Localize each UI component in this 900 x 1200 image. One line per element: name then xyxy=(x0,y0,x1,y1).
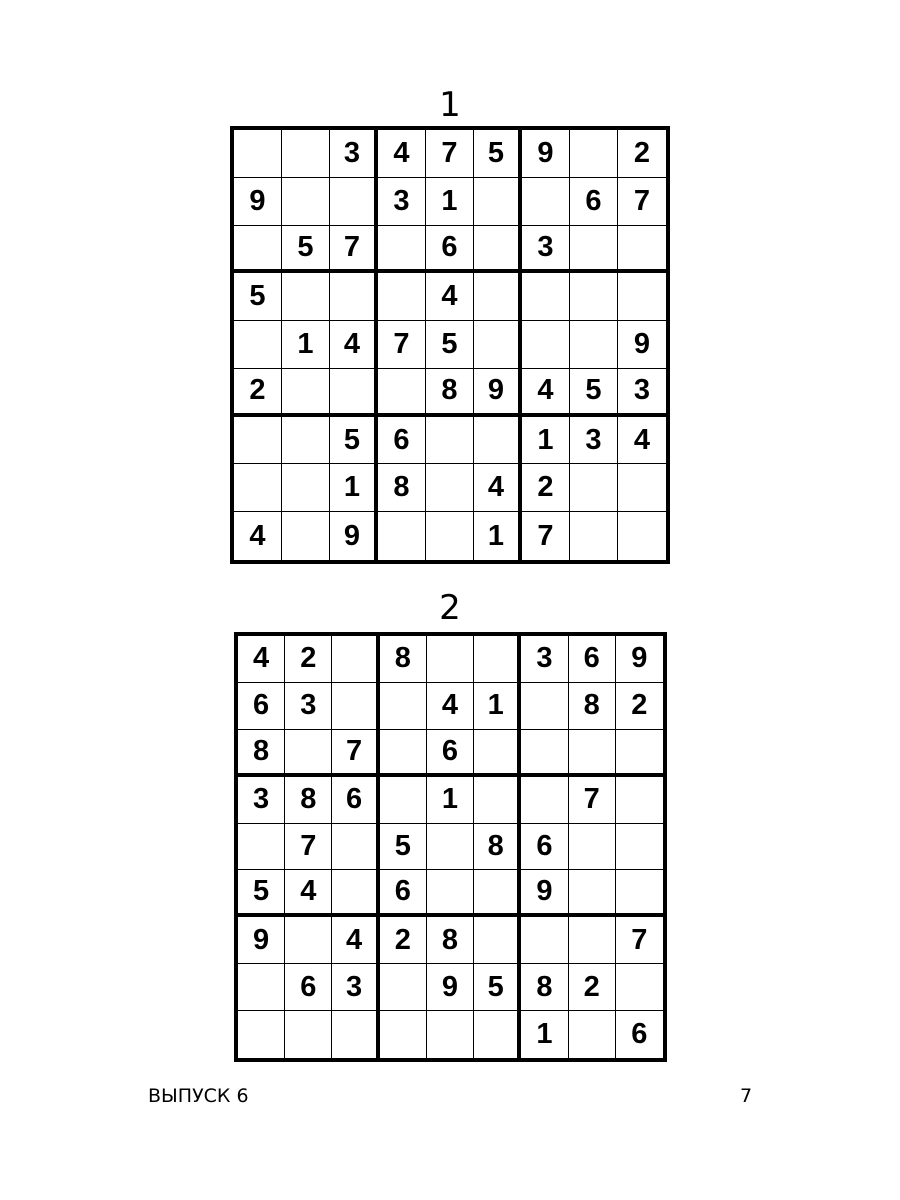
sudoku-cell xyxy=(569,917,616,964)
sudoku-cell xyxy=(234,464,282,512)
sudoku-cell xyxy=(427,870,474,917)
sudoku-cell: 2 xyxy=(285,636,332,683)
sudoku-cell: 5 xyxy=(474,130,522,178)
sudoku-cell xyxy=(474,273,522,321)
sudoku-cell: 6 xyxy=(238,683,285,730)
sudoku-cell xyxy=(616,824,663,871)
sudoku-cell: 3 xyxy=(618,369,666,417)
sudoku-cell xyxy=(570,321,618,369)
sudoku-cell xyxy=(285,730,332,777)
sudoku-cell xyxy=(330,273,378,321)
sudoku-cell xyxy=(378,512,426,560)
sudoku-cell xyxy=(474,917,521,964)
sudoku-cell: 9 xyxy=(522,130,570,178)
sudoku-cell: 4 xyxy=(285,870,332,917)
sudoku-cell: 6 xyxy=(631,1018,648,1051)
sudoku-cell: 9 xyxy=(474,369,522,417)
sudoku-cell xyxy=(569,870,616,917)
sudoku-cell xyxy=(238,824,285,871)
sudoku-cell xyxy=(332,1011,379,1058)
sudoku-cell: 7 xyxy=(618,178,666,226)
sudoku-cell: 5 xyxy=(474,964,521,1011)
sudoku-cell: 1 xyxy=(282,321,330,369)
sudoku-cell xyxy=(474,870,521,917)
sudoku-cell xyxy=(522,178,570,226)
issue-label: ВЫПУСК 6 xyxy=(148,1085,249,1107)
sudoku-cell: 6 xyxy=(380,870,427,917)
sudoku-cell xyxy=(474,178,522,226)
puzzle-1-number: 1 xyxy=(439,85,461,125)
sudoku-cell: 7 xyxy=(616,917,663,964)
sudoku-grid-1 xyxy=(230,126,670,564)
page-number: 7 xyxy=(740,1085,753,1107)
sudoku-cell: 2 xyxy=(380,917,427,964)
sudoku-cell xyxy=(616,870,663,917)
sudoku-cell xyxy=(569,730,616,777)
sudoku-cell: 3 xyxy=(330,130,378,178)
sudoku-cell: 6 xyxy=(427,730,474,777)
sudoku-cell: 2 xyxy=(616,683,663,730)
sudoku-cell xyxy=(521,730,568,777)
sudoku-cell: 4 xyxy=(427,683,474,730)
sudoku-cell xyxy=(569,824,616,871)
sudoku-cell xyxy=(618,512,666,560)
sudoku-cell: 7 xyxy=(378,321,426,369)
sudoku-cell xyxy=(426,417,474,465)
sudoku-cell xyxy=(474,226,522,274)
sudoku-cell: 2 xyxy=(569,964,616,1011)
sudoku-cell: 9 xyxy=(234,178,282,226)
sudoku-cell: 8 xyxy=(426,369,474,417)
sudoku-cell: 9 xyxy=(521,870,568,917)
sudoku-cell xyxy=(282,417,330,465)
sudoku-cell: 8 xyxy=(378,464,426,512)
sudoku-cell xyxy=(427,636,474,683)
sudoku-cell xyxy=(474,777,521,824)
sudoku-cell xyxy=(616,777,663,824)
sudoku-cell xyxy=(426,464,474,512)
puzzle-2-number: 2 xyxy=(439,588,461,628)
sudoku-cell xyxy=(570,273,618,321)
sudoku-cell xyxy=(332,870,379,917)
sudoku-cell xyxy=(285,1011,332,1058)
sudoku-cell: 9 xyxy=(330,512,378,560)
sudoku-cell xyxy=(570,464,618,512)
sudoku-cell xyxy=(474,636,521,683)
sudoku-cell: 8 xyxy=(521,964,568,1011)
sudoku-cell: 5 xyxy=(234,273,282,321)
sudoku-cell: 2 xyxy=(522,464,570,512)
sudoku-cell xyxy=(521,917,568,964)
sudoku-cell: 4 xyxy=(234,512,282,560)
sudoku-grid-2 xyxy=(234,632,667,1062)
sudoku-cell: 5 xyxy=(330,417,378,465)
sudoku-cell xyxy=(282,273,330,321)
sudoku-cell: 5 xyxy=(282,226,330,274)
sudoku-cell: 8 xyxy=(474,824,521,871)
sudoku-cell xyxy=(570,226,618,274)
sudoku-cell: 4 xyxy=(426,273,474,321)
sudoku-cell: 5 xyxy=(426,321,474,369)
sudoku-cell xyxy=(618,273,666,321)
sudoku-cell: 1 xyxy=(330,464,378,512)
sudoku-cell xyxy=(234,226,282,274)
sudoku-cell: 1 xyxy=(426,178,474,226)
sudoku-cell: 7 xyxy=(330,226,378,274)
sudoku-cell xyxy=(332,824,379,871)
sudoku-cell: 8 xyxy=(427,917,474,964)
sudoku-cell: 7 xyxy=(332,730,379,777)
sudoku-cell xyxy=(618,464,666,512)
sudoku-cell xyxy=(238,1011,285,1058)
sudoku-cell: 4 xyxy=(618,417,666,465)
sudoku-cell: 6 xyxy=(426,226,474,274)
sudoku-cell xyxy=(285,917,332,964)
sudoku-cell: 1 xyxy=(427,777,474,824)
sudoku-cell xyxy=(521,683,568,730)
sudoku-cell xyxy=(616,730,663,777)
sudoku-cell xyxy=(427,1011,474,1058)
sudoku-cell xyxy=(427,824,474,871)
sudoku-cell xyxy=(378,369,426,417)
sudoku-cell xyxy=(474,417,522,465)
sudoku-cell: 8 xyxy=(285,777,332,824)
sudoku-cell xyxy=(282,512,330,560)
sudoku-cell: 5 xyxy=(238,870,285,917)
sudoku-cell: 4 xyxy=(238,636,285,683)
sudoku-cell xyxy=(380,730,427,777)
sudoku-cell: 3 xyxy=(570,417,618,465)
sudoku-cell xyxy=(332,683,379,730)
sudoku-cell: 4 xyxy=(474,464,522,512)
sudoku-cell xyxy=(380,777,427,824)
sudoku-cell xyxy=(380,1011,427,1058)
sudoku-cell xyxy=(570,130,618,178)
sudoku-cell xyxy=(330,178,378,226)
sudoku-cell: 3 xyxy=(285,683,332,730)
sudoku-cell: 8 xyxy=(380,636,427,683)
sudoku-cell xyxy=(234,417,282,465)
sudoku-cell: 6 xyxy=(378,417,426,465)
sudoku-cell: 8 xyxy=(238,730,285,777)
sudoku-cell: 9 xyxy=(616,636,663,683)
sudoku-cell: 3 xyxy=(332,964,379,1011)
sudoku-cell xyxy=(474,1011,521,1058)
sudoku-cell xyxy=(618,226,666,274)
sudoku-cell: 4 xyxy=(332,917,379,964)
sudoku-cell: 2 xyxy=(618,130,666,178)
sudoku-cell xyxy=(380,683,427,730)
sudoku-cell: 9 xyxy=(238,917,285,964)
sudoku-cell xyxy=(380,964,427,1011)
sudoku-cell xyxy=(426,512,474,560)
sudoku-cell: 4 xyxy=(522,369,570,417)
sudoku-cell: 8 xyxy=(569,683,616,730)
sudoku-cell: 2 xyxy=(234,369,282,417)
sudoku-cell xyxy=(521,777,568,824)
sudoku-cell: 5 xyxy=(380,824,427,871)
sudoku-cell xyxy=(234,321,282,369)
sudoku-cell: 9 xyxy=(618,321,666,369)
sudoku-cell xyxy=(378,273,426,321)
sudoku-cell: 6 xyxy=(285,964,332,1011)
sudoku-cell: 4 xyxy=(378,130,426,178)
sudoku-cell xyxy=(569,1011,616,1058)
sudoku-cell xyxy=(378,226,426,274)
sudoku-cell: 7 xyxy=(522,512,570,560)
sudoku-cell xyxy=(330,369,378,417)
sudoku-cell: 7 xyxy=(569,777,616,824)
sudoku-cell: 9 xyxy=(427,964,474,1011)
sudoku-cell: 3 xyxy=(522,226,570,274)
sudoku-cell xyxy=(332,636,379,683)
sudoku-cell xyxy=(570,512,618,560)
sudoku-cell: 6 xyxy=(569,636,616,683)
sudoku-cell: 3 xyxy=(378,178,426,226)
sudoku-cell xyxy=(282,130,330,178)
sudoku-cell xyxy=(474,730,521,777)
sudoku-cell xyxy=(522,273,570,321)
sudoku-cell: 6 xyxy=(332,777,379,824)
sudoku-cell: 1 xyxy=(521,1011,568,1058)
sudoku-cell xyxy=(282,178,330,226)
sudoku-cell xyxy=(616,964,663,1011)
sudoku-cell: 5 xyxy=(570,369,618,417)
sudoku-cell: 7 xyxy=(285,824,332,871)
sudoku-cell: 7 xyxy=(426,130,474,178)
sudoku-cell xyxy=(522,321,570,369)
sudoku-cell xyxy=(474,321,522,369)
sudoku-cell: 4 xyxy=(330,321,378,369)
sudoku-cell xyxy=(282,369,330,417)
sudoku-cell: 3 xyxy=(521,636,568,683)
sudoku-cell xyxy=(282,464,330,512)
sudoku-cell: 3 xyxy=(238,777,285,824)
sudoku-cell xyxy=(234,130,282,178)
sudoku-cell: 1 xyxy=(474,683,521,730)
sudoku-cell: 6 xyxy=(521,824,568,871)
sudoku-cell xyxy=(238,964,285,1011)
sudoku-cell: 1 xyxy=(474,512,522,560)
sudoku-cell: 1 xyxy=(522,417,570,465)
sudoku-cell: 6 xyxy=(570,178,618,226)
